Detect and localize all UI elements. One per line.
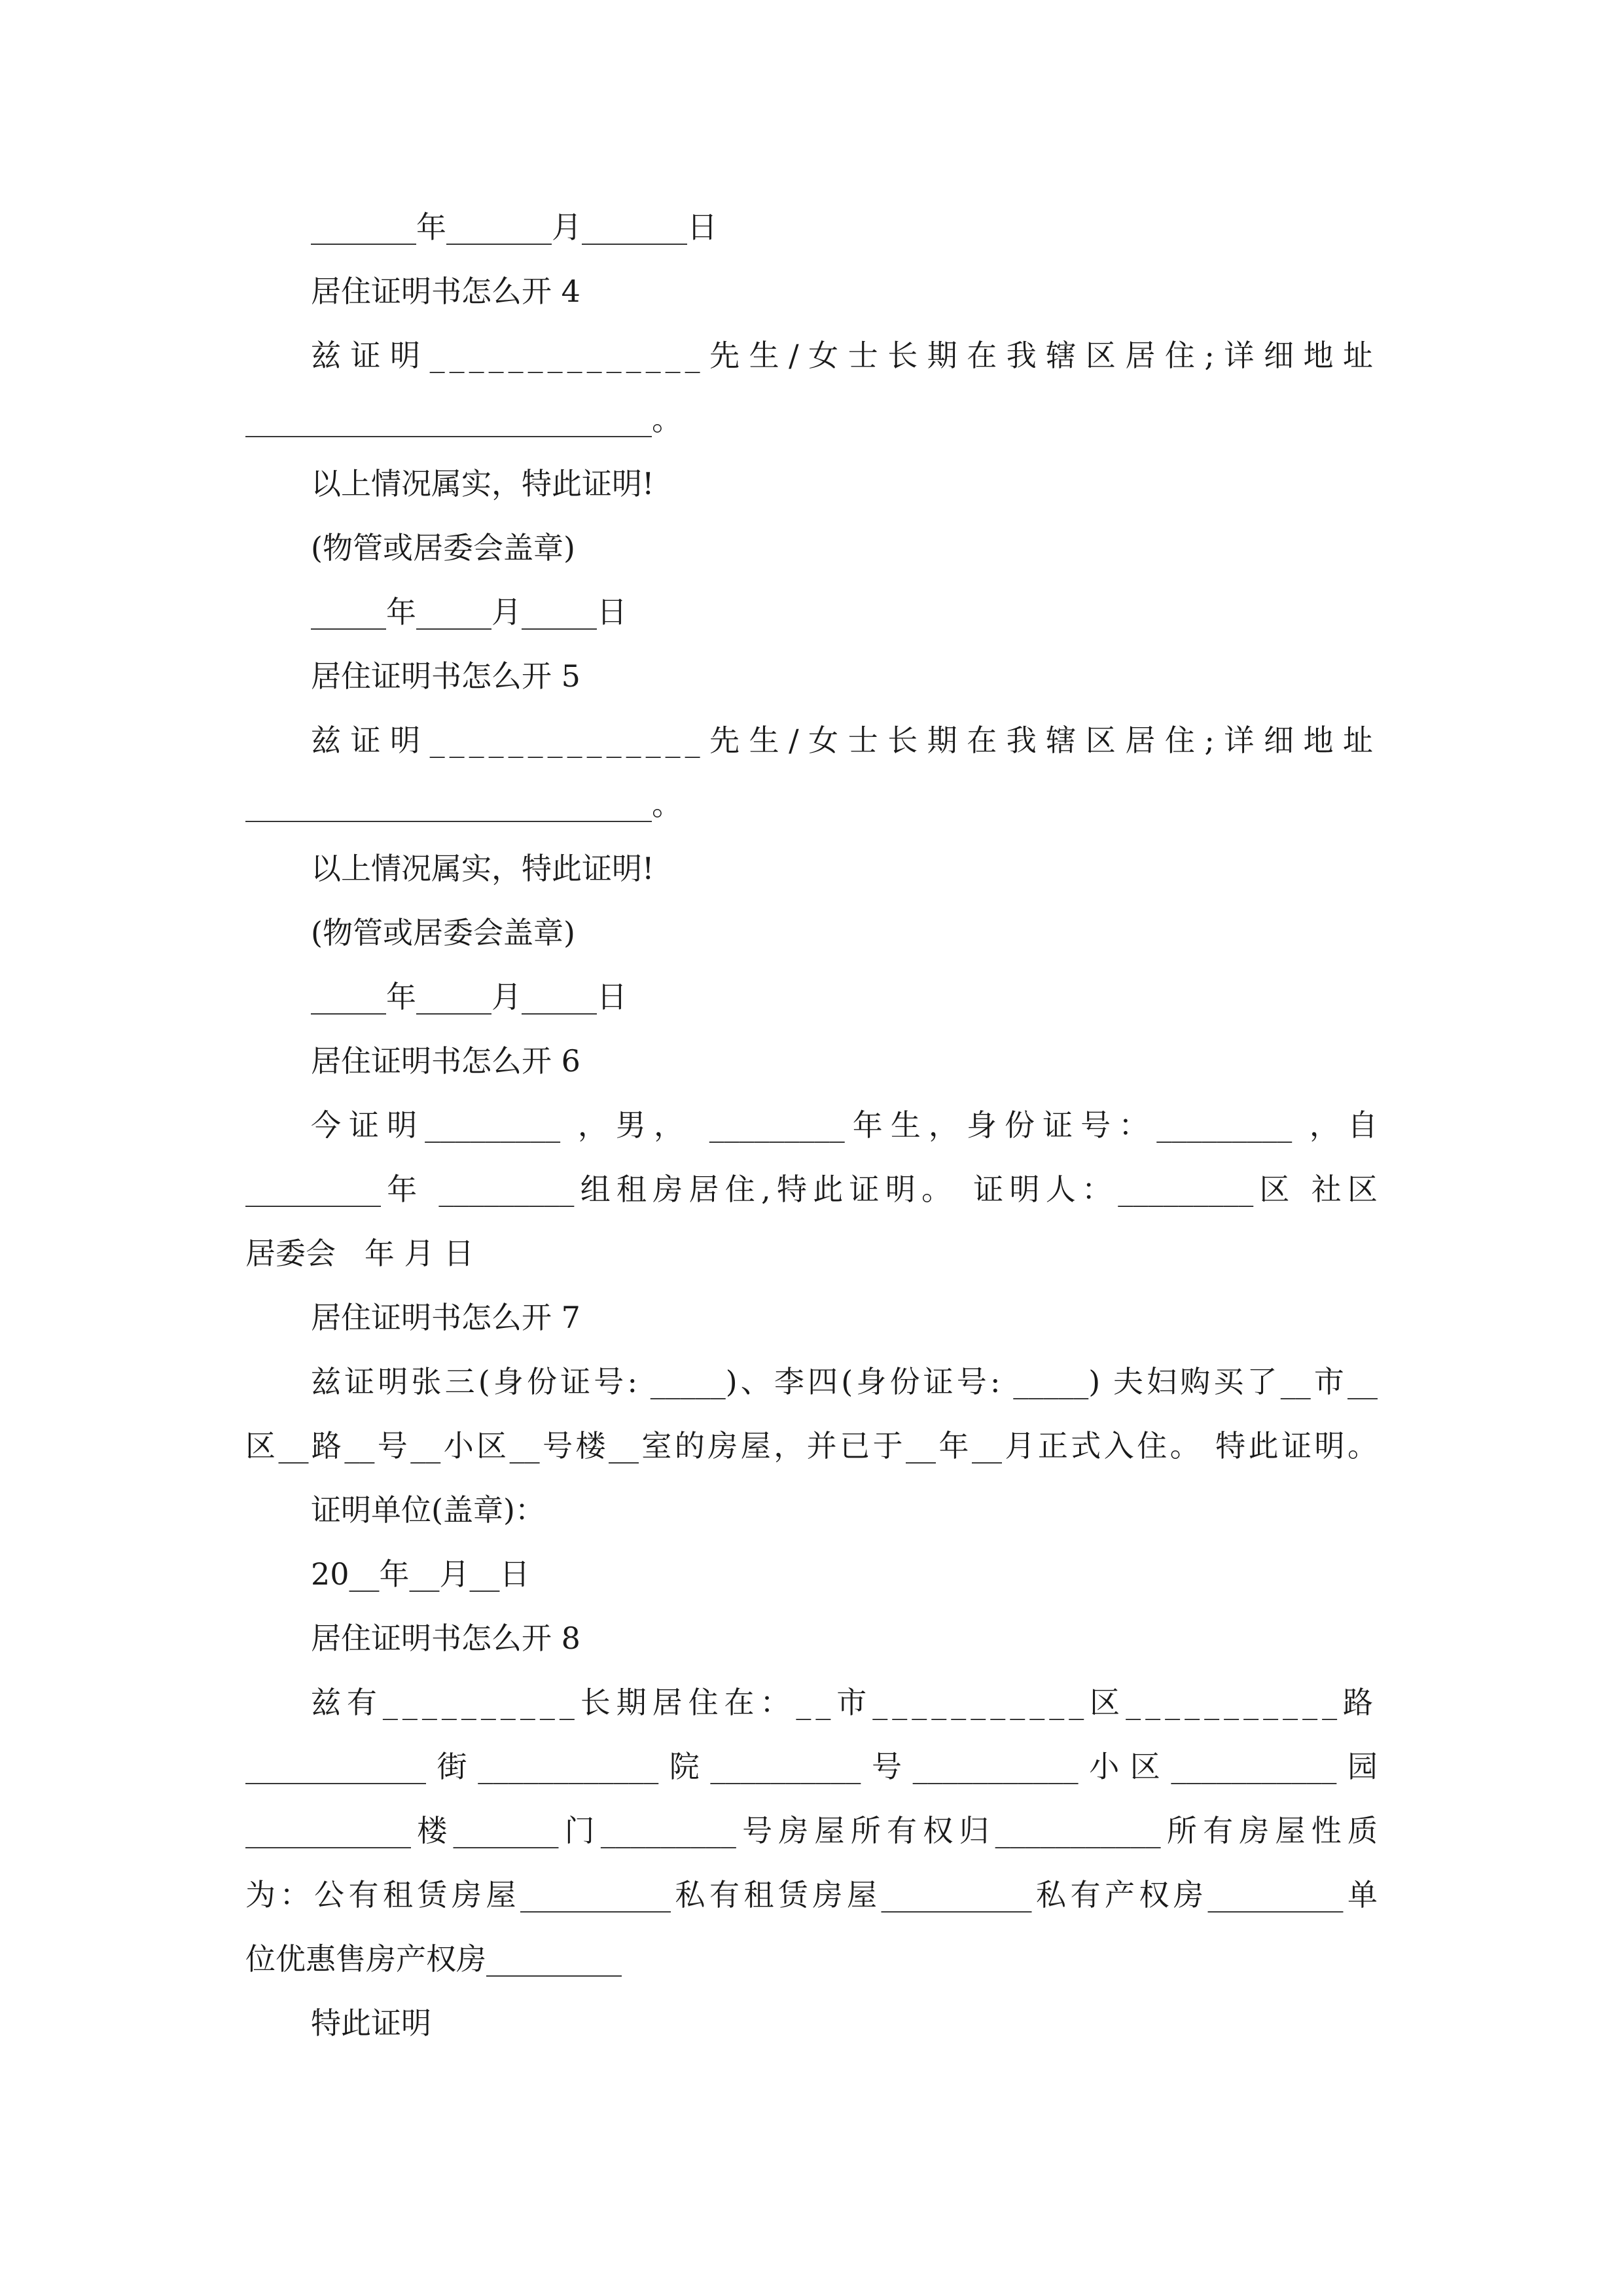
section-heading-5: 居住证明书怎么开 5 (311, 658, 580, 694)
stamp-note: (物管或居委会盖章) (311, 530, 575, 565)
paragraph-line: 兹证明______________先生/女士长期在我辖区居住;详细地址 (311, 338, 1378, 373)
paragraph-line: ___________楼_______门_________号房屋所有权归___________所有房屋性质 (245, 1813, 1378, 1848)
paragraph-line: ___________________________。 (245, 402, 682, 437)
paragraph-line: 居委会 年 月 日 (245, 1236, 474, 1271)
paragraph-line: ___________________________。 (245, 787, 682, 822)
date-line: 20__年__月__日 (311, 1556, 530, 1592)
section-heading-4: 居住证明书怎么开 4 (311, 274, 580, 309)
paragraph-line: 兹有__________长期居住在：__市___________区___________路 (311, 1685, 1378, 1720)
section-heading-8: 居住证明书怎么开 8 (311, 1621, 580, 1656)
paragraph-line: 区__路__号__小区__号楼__室的房屋，并已于__年__月正式入住。 特此证明。 (245, 1428, 1378, 1463)
paragraph-line: ____________街____________院__________号___________小区___________园 (245, 1749, 1378, 1784)
paragraph-line: 位优惠售房产权房_________ (245, 1941, 622, 1977)
section-heading-7: 居住证明书怎么开 7 (311, 1300, 580, 1335)
paragraph-line: 今证明_________ ，男， _________年生，身份证号：_________ ，自 (311, 1107, 1378, 1143)
paragraph-line: 以上情况属实，特此证明! (311, 466, 654, 501)
date-line: _______年_______月_______日 (311, 209, 717, 245)
paragraph-line: 兹证明张三(身份证号: _____)、李四(身份证号: _____) 夫妇购买了__市__ (311, 1364, 1378, 1399)
closing-line: 特此证明 (311, 2005, 431, 2041)
stamp-note: (物管或居委会盖章) (311, 915, 575, 950)
date-line: _____年_____月_____日 (311, 594, 627, 630)
paragraph-line: 兹证明______________先生/女士长期在我辖区居住;详细地址 (311, 723, 1378, 758)
section-heading-6: 居住证明书怎么开 6 (311, 1043, 580, 1079)
date-line: _____年_____月_____日 (311, 979, 627, 1014)
paragraph-line: _________年 _________组租房居住,特此证明。 证明人：_________区 社区 (245, 1172, 1378, 1207)
paragraph-line: 证明单位(盖章)： (311, 1492, 545, 1528)
paragraph-line: 为：公有租赁房屋__________私有租赁房屋__________私有产权房_________单 (245, 1877, 1378, 1912)
paragraph-line: 以上情况属实，特此证明! (311, 851, 654, 886)
